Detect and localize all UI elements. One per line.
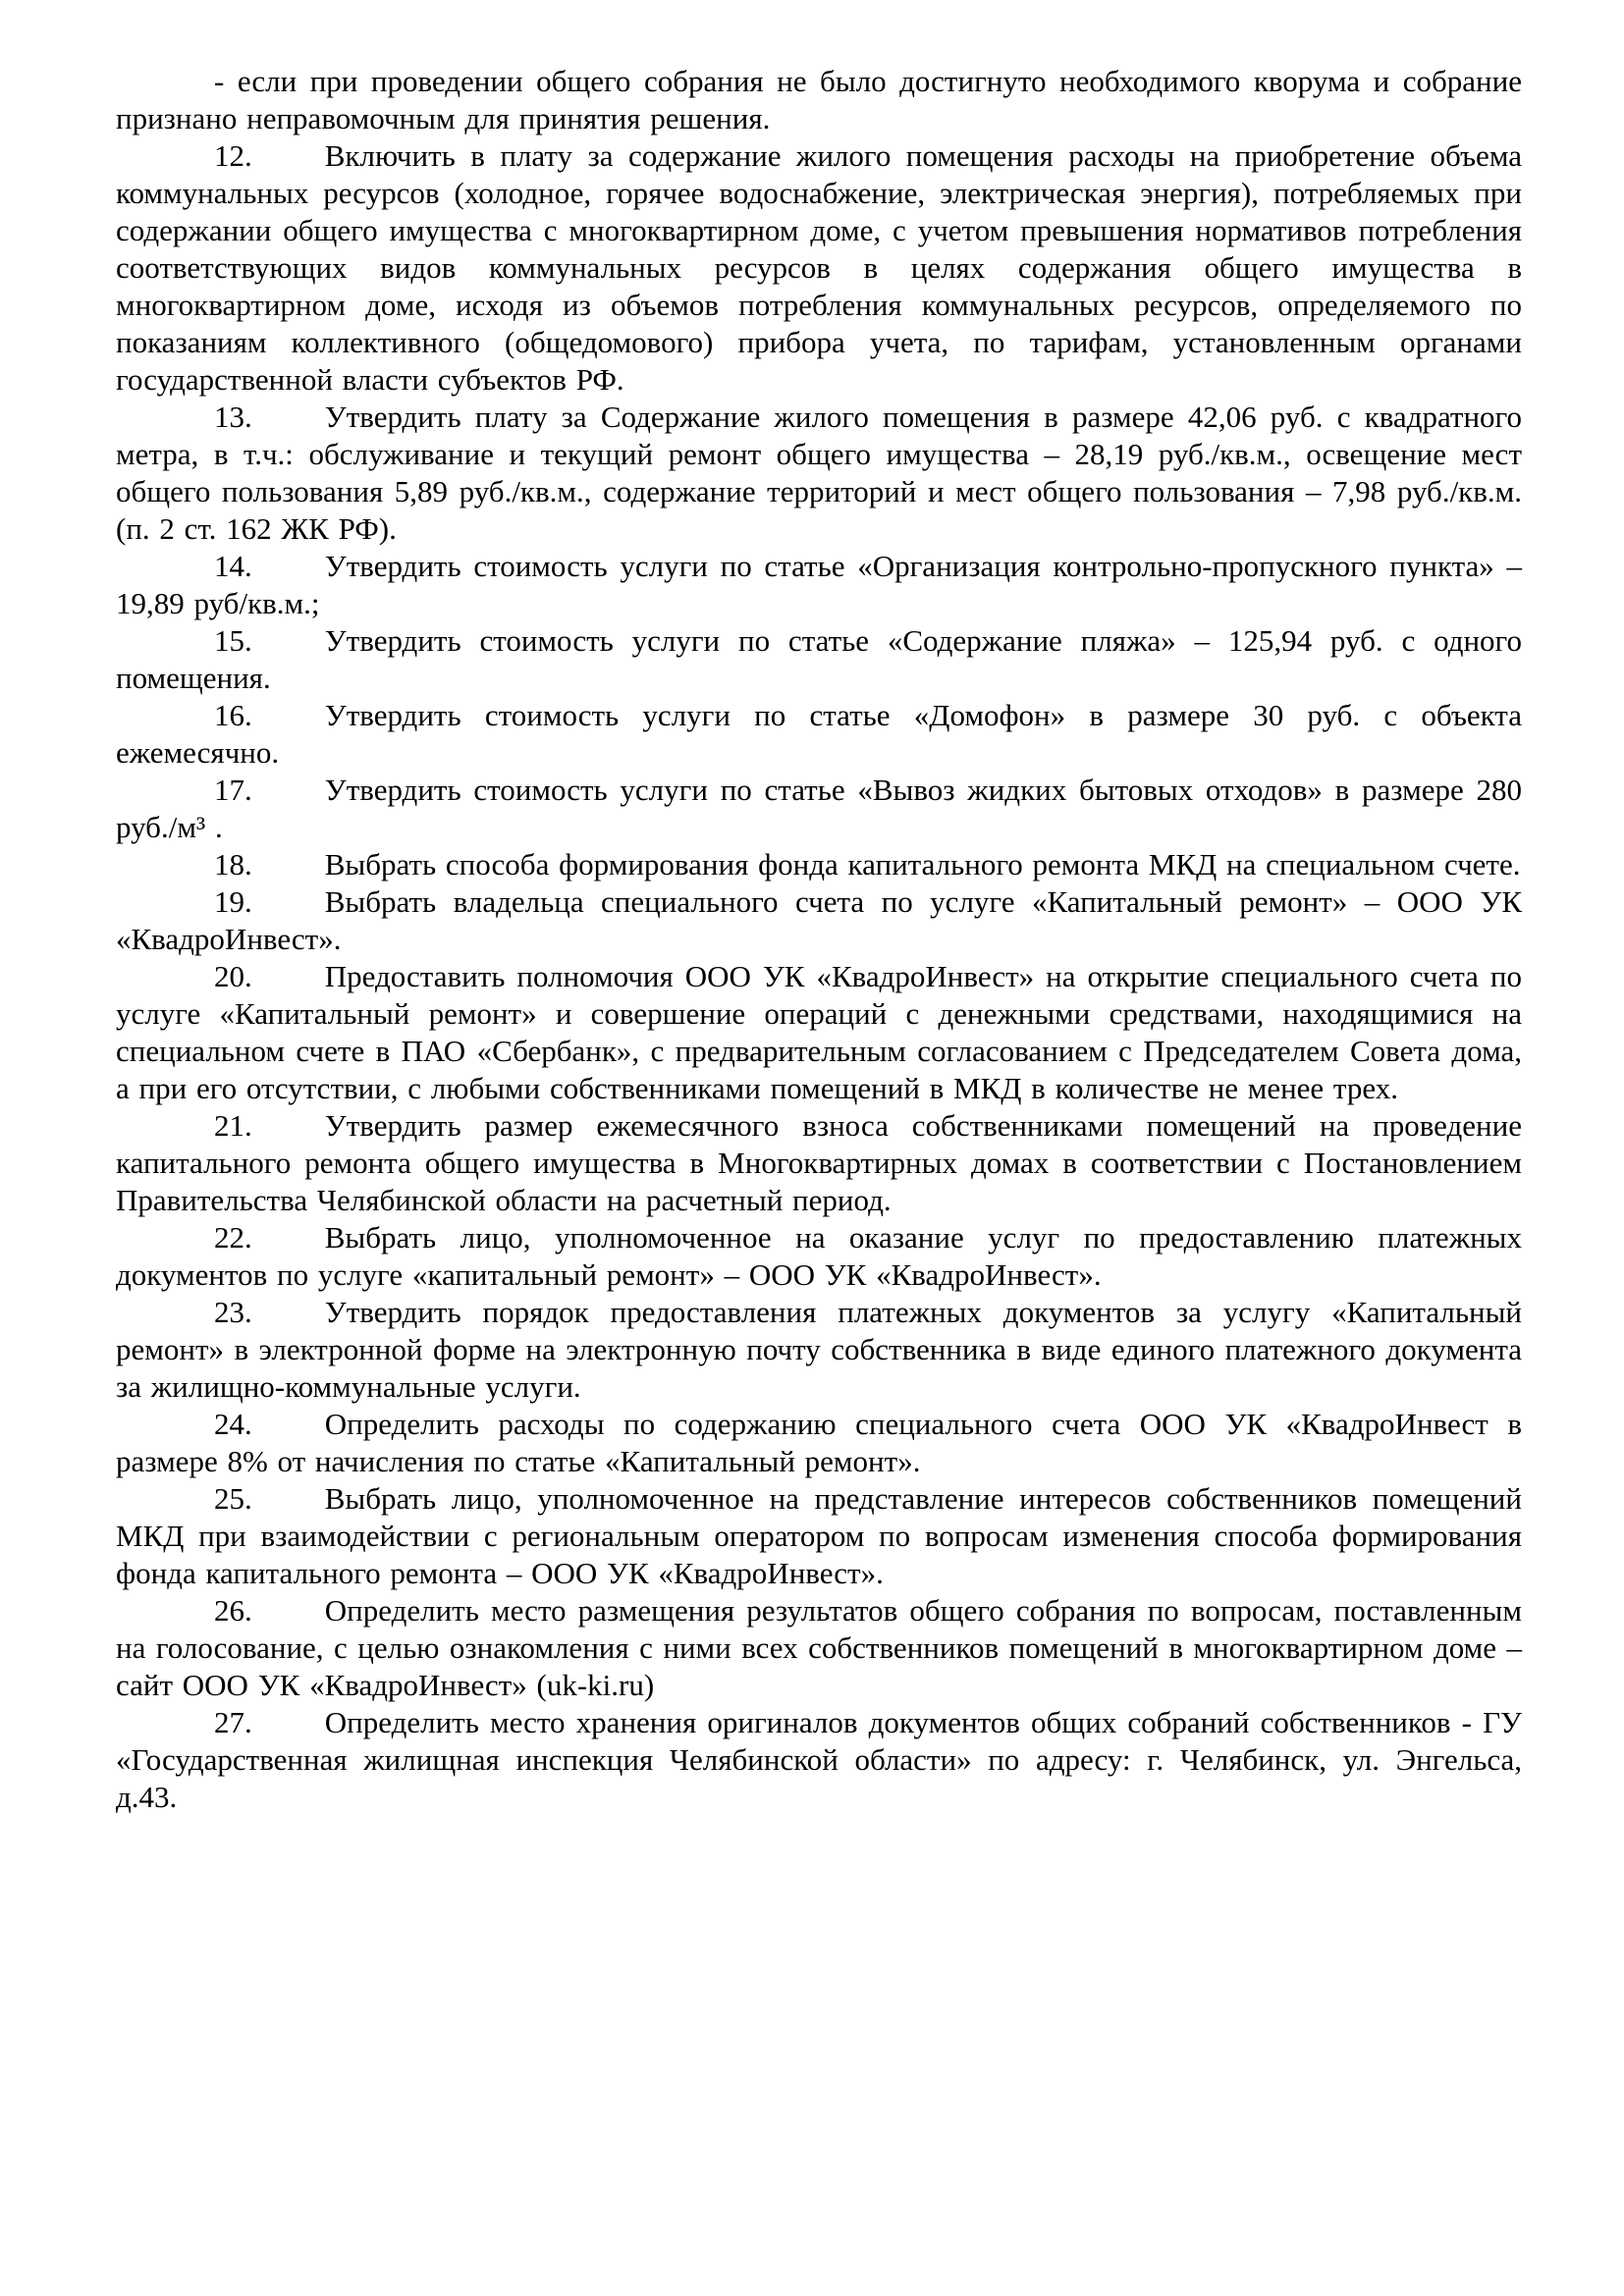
paragraph-text: Определить место размещения результатов общего собрания по вопросам, поставленным на голосование, с целью ознакомления с ними всех собственников помещений в многоквартирном доме – сайт ООО УК «КвадроИнвест» (uk-ki.ru) <box>116 1593 1522 1702</box>
tab-space <box>252 1247 325 1248</box>
tab-space <box>252 911 325 912</box>
paragraph-26 <box>116 1592 1522 1704</box>
paragraph-number: 27. <box>214 1705 252 1739</box>
paragraph-24 <box>116 1406 1522 1480</box>
paragraph-number: 18. <box>214 847 252 881</box>
paragraph-number: 14. <box>214 549 252 583</box>
paragraph-text: Утвердить плату за Содержание жилого помещения в размере 42,06 руб. с квадратного метра, в т.ч.: обслуживание и текущий ремонт общего имущества – 28,19 руб./кв.м., освещение мест общего пользования 5,89 руб./кв.м., содержание территорий и мест общего пользования – 7,98 руб./кв.м. (п. 2 ст. 162 ЖК РФ). <box>116 400 1522 546</box>
paragraph-21 <box>116 1107 1522 1219</box>
paragraph-number: 13. <box>214 400 252 434</box>
tab-space <box>252 1135 325 1136</box>
paragraph-text: Утвердить стоимость услуги по статье «Домофон» в размере 30 руб. с объекта ежемесячно. <box>116 698 1522 770</box>
paragraph-text: Выбрать способа формирования фонда капитального ремонта МКД на специальном счете. <box>324 847 1521 881</box>
paragraph-number: 20. <box>214 959 252 993</box>
paragraph-number: 24. <box>214 1407 252 1441</box>
paragraph-text: Выбрать лицо, уполномоченное на представление интересов собственников помещений МКД при взаимодействии с региональным оператором по вопросам изменения способа формирования фонда капитального ремонта – ООО УК «КвадроИнвест». <box>116 1481 1522 1590</box>
paragraph-20 <box>116 958 1522 1107</box>
tab-space <box>252 1732 325 1733</box>
paragraph-number: 19. <box>214 884 252 919</box>
paragraph-22 <box>116 1219 1522 1294</box>
tab-space <box>252 724 325 725</box>
tab-space <box>252 1620 325 1621</box>
paragraph-text: Включить в плату за содержание жилого помещения расходы на приобретение объема коммунальных ресурсов (холодное, горячее водоснабжение, электрическая энергия), потребляемых при содержании общего имущества с многоквартирном доме, с учетом превышения нормативов потребления соответствующих видов коммунальных ресурсов в целях содержания общего имущества в многоквартирном доме, исходя из объемов потребления коммунальных ресурсов, определяемого по показаниям коллективного (общедомового) прибора учета, по тарифам, установленным органами государственной власти субъектов РФ. <box>116 138 1522 397</box>
tab-space <box>252 165 325 166</box>
tab-space <box>252 650 325 651</box>
tab-space <box>252 1321 325 1322</box>
paragraph-number: 21. <box>214 1108 252 1143</box>
paragraph-number: 12. <box>214 138 252 173</box>
paragraph-intro <box>116 63 1522 137</box>
paragraph-17 <box>116 772 1522 846</box>
paragraph-text: Утвердить стоимость услуги по статье «Содержание пляжа» – 125,94 руб. с одного помещения. <box>116 623 1522 695</box>
tab-space <box>252 1508 325 1509</box>
paragraph-number: 17. <box>214 773 252 807</box>
paragraph-number: 15. <box>214 623 252 658</box>
tab-space <box>252 575 325 576</box>
paragraph-text: Выбрать лицо, уполномоченное на оказание услуг по предоставлению платежных документов по услуге «капитальный ремонт» – ООО УК «КвадроИнвест». <box>116 1220 1522 1292</box>
paragraph-text: Утвердить стоимость услуги по статье «Вывоз жидких бытовых отходов» в размере 280 руб./м³ . <box>116 773 1522 844</box>
paragraph-text: Утвердить размер ежемесячного взноса собственниками помещений на проведение капитального ремонта общего имущества в Многоквартирных домах в соответствии с Постановлением Правительства Челябинской области на расчетный период. <box>116 1108 1522 1217</box>
paragraph-text: Предоставить полномочия ООО УК «КвадроИнвест» на открытие специального счета по услуге «Капитальный ремонт» и совершение операций с денежными средствами, находящимися на специальном счете в ПАО «Сбербанк», с предварительным согласованием с Председателем Совета дома, а при его отсутствии, с любыми собственниками помещений в МКД в количестве не менее трех. <box>116 959 1522 1105</box>
paragraph-18 <box>116 846 1522 883</box>
paragraph-16 <box>116 697 1522 772</box>
paragraph-text: Утвердить стоимость услуги по статье «Организация контрольно-пропускного пункта» – 19,89 руб/кв.м.; <box>116 549 1522 620</box>
tab-space <box>252 874 325 875</box>
paragraph-23 <box>116 1294 1522 1406</box>
paragraph-text: Выбрать владельца специального счета по услуге «Капитальный ремонт» – ООО УК «КвадроИнвест». <box>116 884 1522 956</box>
paragraph-12 <box>116 137 1522 399</box>
tab-space <box>252 799 325 800</box>
paragraph-text: Утвердить порядок предоставления платежных документов за услугу «Капитальный ремонт» в электронной форме на электронную почту собственника в виде единого платежного документа за жилищно-коммунальные услуги. <box>116 1295 1522 1404</box>
paragraph-text: Определить место хранения оригиналов документов общих собраний собственников - ГУ «Государственная жилищная инспекция Челябинской области» по адресу: г. Челябинск, ул. Энгельса, д.43. <box>116 1705 1522 1814</box>
paragraph-25 <box>116 1480 1522 1592</box>
paragraph-number: 25. <box>214 1481 252 1516</box>
paragraph-number: 23. <box>214 1295 252 1329</box>
paragraph-number: 26. <box>214 1593 252 1628</box>
tab-space <box>252 426 325 427</box>
paragraph-number: 16. <box>214 698 252 732</box>
paragraph-text: - если при проведении общего собрания не было достигнуто необходимого кворума и собрание признано неправомочным для принятия решения. <box>116 64 1522 135</box>
paragraph-text: Определить расходы по содержанию специального счета ООО УК «КвадроИнвест в размере 8% от начисления по статье «Капитальный ремонт». <box>116 1407 1522 1478</box>
paragraph-19 <box>116 883 1522 958</box>
tab-space <box>252 986 325 987</box>
paragraph-27 <box>116 1704 1522 1816</box>
tab-space <box>252 1433 325 1434</box>
paragraph-13 <box>116 399 1522 548</box>
paragraph-number: 22. <box>214 1220 252 1255</box>
paragraph-14 <box>116 548 1522 622</box>
paragraph-15 <box>116 622 1522 697</box>
